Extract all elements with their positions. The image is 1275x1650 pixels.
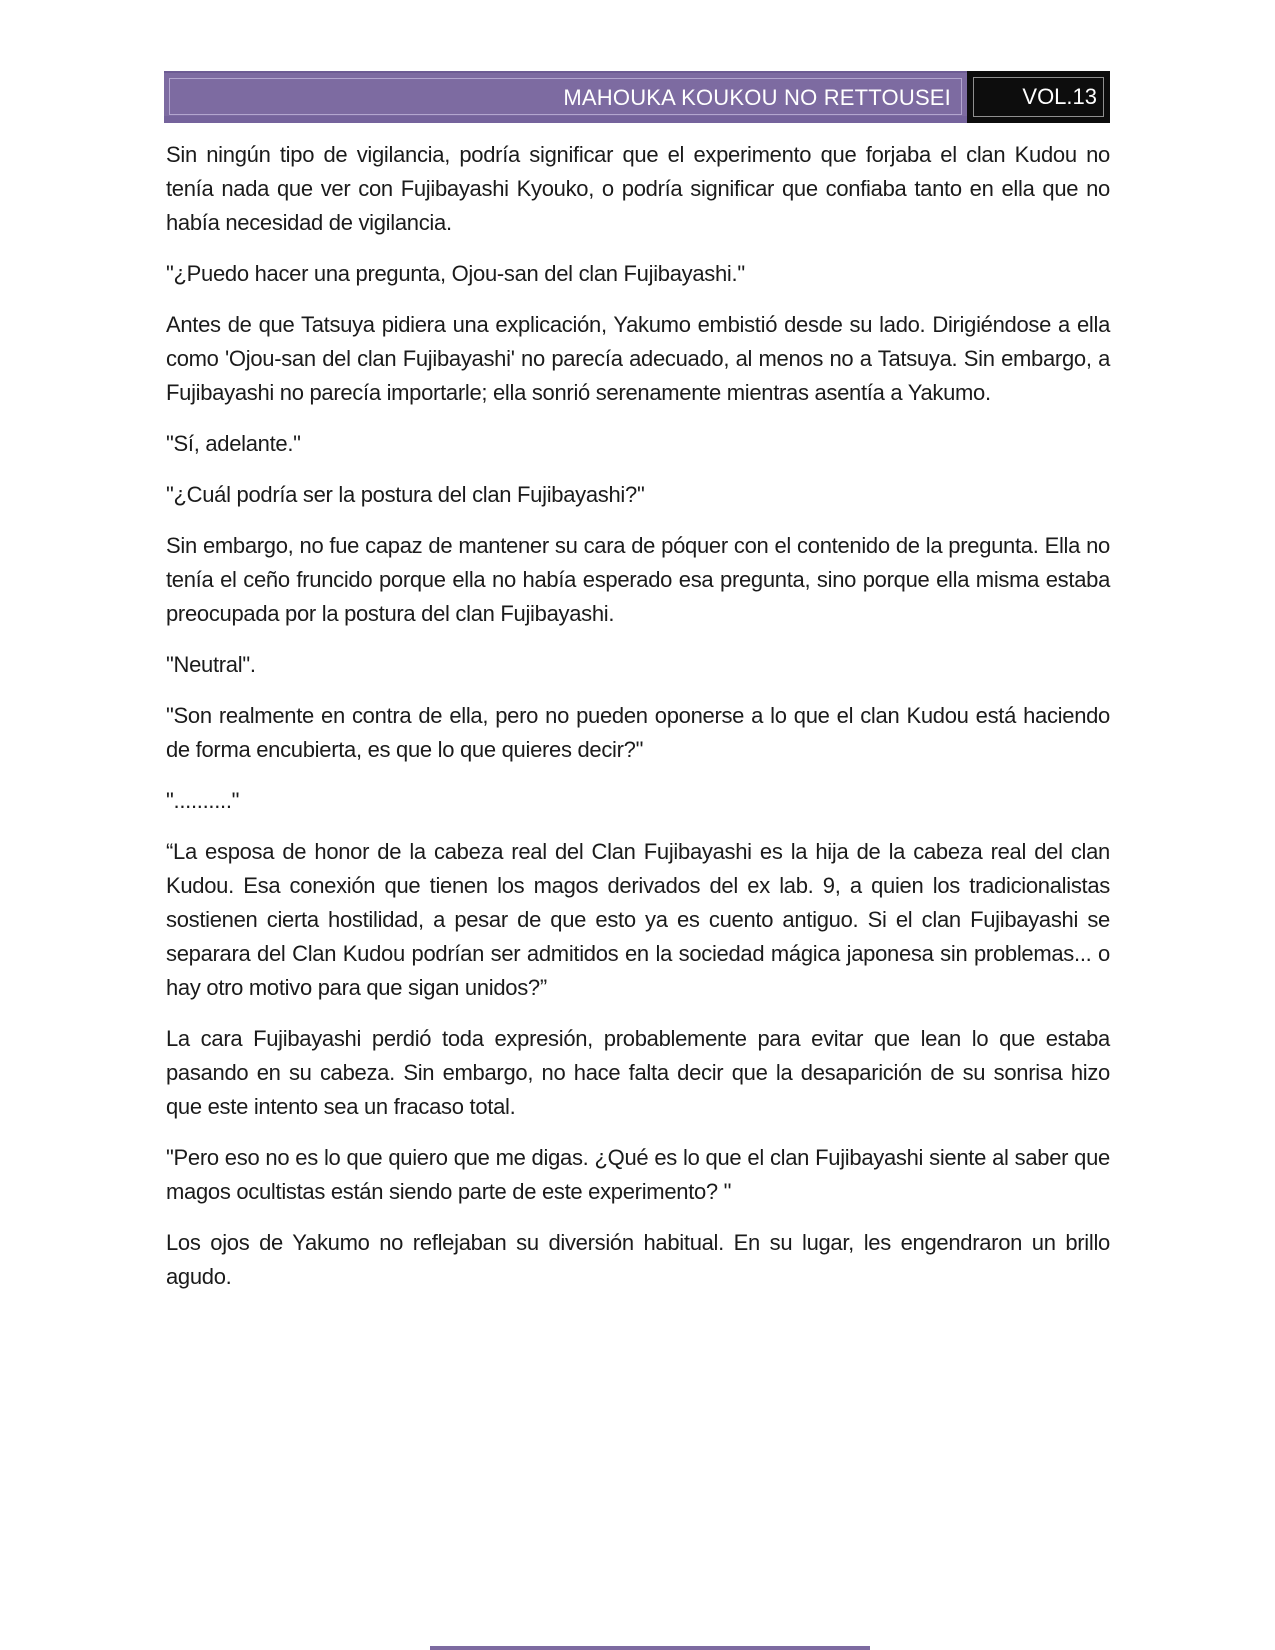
paragraph: “La esposa de honor de la cabeza real del Clan Fujibayashi es la hija de la cabeza real del clan Kudou. Esa conexión que tienen los magos derivados del ex lab. 9, a quien los tradicionalistas sostienen cierta hostilidad, a pesar de que esto ya es cuento antiguo. Si el clan Fujibayashi se separara del Clan Kudou podrían ser admitidos en la sociedad mágica japonesa sin problemas... o hay otro motivo para que sigan unidos?” [166, 839, 1110, 1000]
paragraph: Sin embargo, no fue capaz de mantener su cara de póquer con el contenido de la pregunta. Ella no tenía el ceño fruncido porque ella no había esperado esa pregunta, sino porque ella misma estaba preocupada por la postura del clan Fujibayashi. [166, 533, 1110, 626]
paragraph: La cara Fujibayashi perdió toda expresión, probablemente para evitar que lean lo que estaba pasando en su cabeza. Sin embargo, no hace falta decir que la desaparición de su sonrisa hizo que este intento sea un fracaso total. [166, 1026, 1110, 1119]
page-body [166, 138, 1110, 1311]
bottom-page-rule [430, 1646, 870, 1650]
header-title-bar [164, 71, 967, 123]
paragraph: "Pero eso no es lo que quiero que me digas. ¿Qué es lo que el clan Fujibayashi siente al saber que magos ocultistas están siendo parte de este experimento? " [166, 1145, 1110, 1204]
paragraph: Antes de que Tatsuya pidiera una explicación, Yakumo embistió desde su lado. Dirigiéndose a ella como 'Ojou-san del clan Fujibayashi' no parecía adecuado, al menos no a Tatsuya. Sin embargo, a Fujibayashi no parecía importarle; ella sonrió serenamente mientras asentía a Yakumo. [166, 312, 1110, 405]
paragraph: "¿Puedo hacer una pregunta, Ojou-san del clan Fujibayashi." [166, 261, 745, 286]
page-header [164, 71, 1110, 123]
paragraph: Los ojos de Yakumo no reflejaban su diversión habitual. En su lugar, les engendraron un brillo agudo. [166, 1230, 1110, 1289]
paragraph: "Neutral". [166, 652, 256, 677]
header-bar-bottom-shade [164, 116, 967, 123]
volume-number: VOL.13 [1022, 84, 1097, 109]
paragraph: "¿Cuál podría ser la postura del clan Fujibayashi?" [166, 482, 645, 507]
paragraph: "Sí, adelante." [166, 431, 301, 456]
paragraph: Sin ningún tipo de vigilancia, podría significar que el experimento que forjaba el clan Kudou no tenía nada que ver con Fujibayashi Kyouko, o podría significar que confiaba tanto en ella que no había necesidad de vigilancia. [166, 142, 1110, 235]
volume-box [967, 71, 1110, 123]
paragraph: ".........." [166, 788, 240, 813]
book-title: MAHOUKA KOUKOU NO RETTOUSEI [563, 85, 951, 110]
paragraph: "Son realmente en contra de ella, pero no pueden oponerse a lo que el clan Kudou está haciendo de forma encubierta, es que lo que quieres decir?" [166, 703, 1110, 762]
